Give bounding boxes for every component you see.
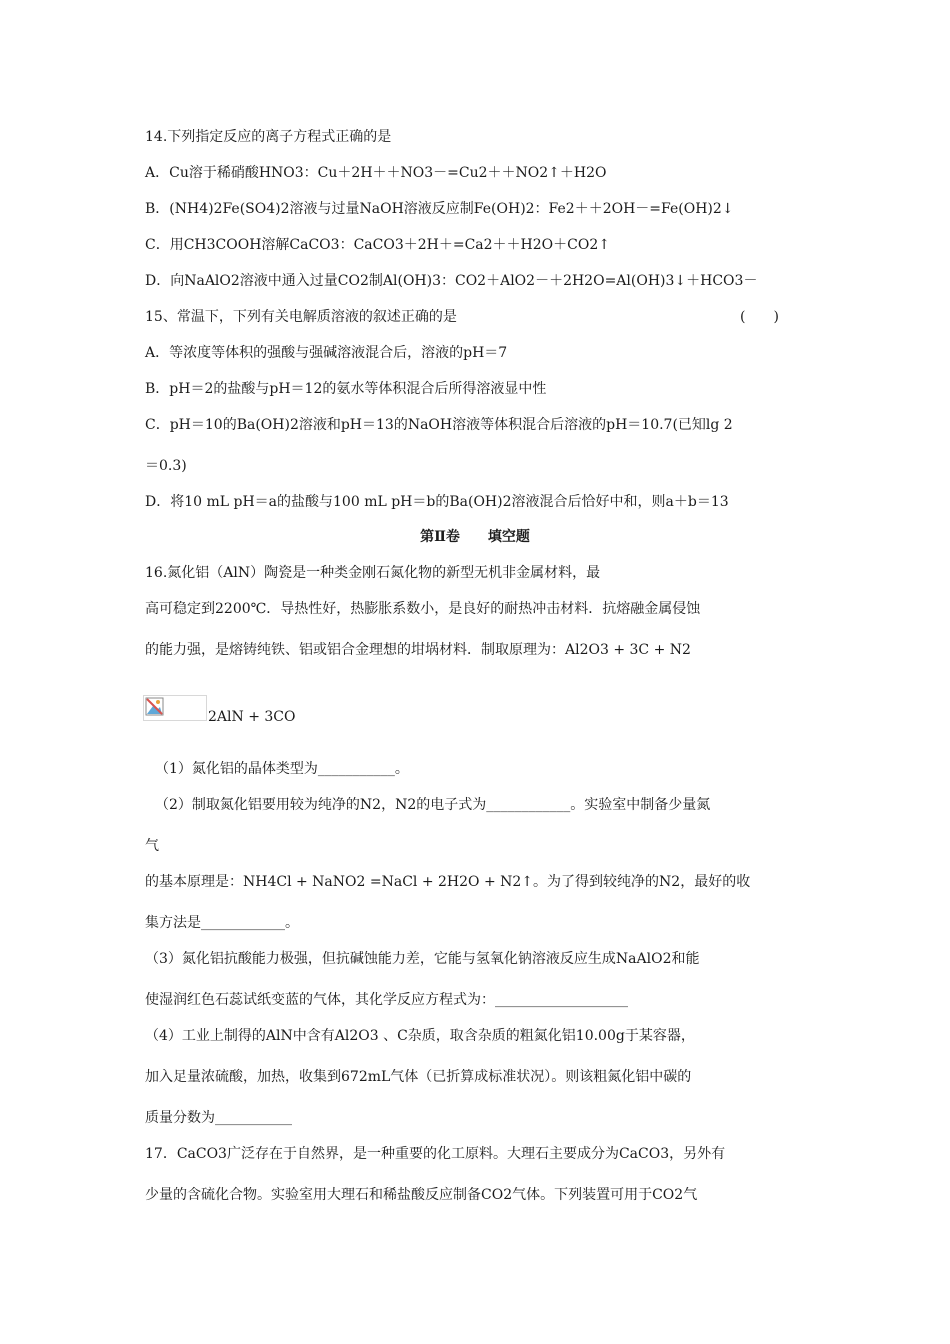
q16-line-3: 的能力强，是熔铸纯铁、铝或铝合金理想的坩埚材料．制取原理为：Al2O3 + 3C + N2 — [145, 642, 691, 658]
broken-image-icon — [143, 695, 207, 721]
q14-option-d: D．向NaAlO2溶液中通入过量CO2制Al(OH)3：CO2＋AlO2－＋2H2O=Al(OH)3↓＋HCO3－ — [145, 273, 758, 289]
q16-line-2: 高可稳定到2200℃．导热性好，热膨胀系数小，是良好的耐热冲击材料．抗熔融金属侵蚀 — [145, 601, 701, 617]
section-title: 第Ⅱ卷 填空题 — [420, 529, 530, 545]
q16-sub-2c: 的基本原理是：NH4Cl + NaNO2 =NaCl + 2H2O + N2↑。为了得到较纯净的N2，最好的收 — [145, 874, 751, 890]
q17-line-2: 少量的含硫化合物。实验室用大理石和稀盐酸反应制备CO2气体。下列装置可用于CO2气 — [145, 1187, 698, 1203]
q16-sub-4b: 加入足量浓硫酸，加热，收集到672mL气体（已折算成标准状况）。则该粗氮化铝中碳的 — [145, 1069, 692, 1085]
q15-answer-paren: ( ) — [740, 309, 779, 325]
q15-stem: 15、常温下，下列有关电解质溶液的叙述正确的是 — [145, 309, 457, 325]
q16-sub-3b: 使湿润红色石蕊试纸变蓝的气体，其化学反应方程式为：___________________ — [145, 992, 628, 1008]
q16-sub-2d: 集方法是____________。 — [145, 915, 299, 931]
q15-option-c: C．pH＝10的Ba(OH)2溶液和pH＝13的NaOH溶液等体积混合后溶液的pH＝10.7(已知lg 2 — [145, 417, 733, 433]
q14-option-c: C．用CH3COOH溶解CaCO3：CaCO3＋2H＋=Ca2＋＋H2O＋CO2↑ — [145, 237, 610, 253]
q14-option-b: B．(NH4)2Fe(SO4)2溶液与过量NaOH溶液反应制Fe(OH)2：Fe2＋＋2OH－=Fe(OH)2↓ — [145, 201, 734, 217]
q16-equation-products: 2AlN + 3CO — [208, 709, 296, 725]
q14-stem: 14.下列指定反应的离子方程式正确的是 — [145, 129, 392, 145]
q14-option-a: A．Cu溶于稀硝酸HNO3：Cu＋2H＋＋NO3－=Cu2＋＋NO2↑＋H2O — [145, 165, 607, 181]
q16-sub-3a: （3）氮化铝抗酸能力极强，但抗碱蚀能力差，它能与氢氧化钠溶液反应生成NaAlO2和能 — [145, 951, 700, 967]
q15-option-a: A．等浓度等体积的强酸与强碱溶液混合后，溶液的pH＝7 — [145, 345, 508, 361]
q16-sub-4a: （4）工业上制得的AlN中含有Al2O3 、C杂质，取含杂质的粗氮化铝10.00g于某容器， — [145, 1028, 695, 1044]
q16-sub-1: （1）氮化铝的晶体类型为___________。 — [155, 761, 409, 777]
q16-sub-2b: 气 — [145, 838, 159, 854]
q16-sub-4c: 质量分数为___________ — [145, 1110, 292, 1126]
q16-line-1: 16.氮化铝（AlN）陶瓷是一种类金刚石氮化物的新型无机非金属材料，最 — [145, 565, 601, 581]
q15-option-b: B．pH＝2的盐酸与pH＝12的氨水等体积混合后所得溶液显中性 — [145, 381, 547, 397]
q15-option-c-cont: ＝0.3) — [145, 458, 187, 474]
q17-line-1: 17．CaCO3广泛存在于自然界，是一种重要的化工原料。大理石主要成分为CaCO3，另外有 — [145, 1146, 726, 1162]
q15-option-d: D．将10 mL pH＝a的盐酸与100 mL pH＝b的Ba(OH)2溶液混合后恰好中和，则a＋b＝13 — [145, 494, 729, 510]
q16-sub-2a: （2）制取氮化铝要用较为纯净的N2，N2的电子式为____________。实验室中制备少量氮 — [155, 797, 711, 813]
